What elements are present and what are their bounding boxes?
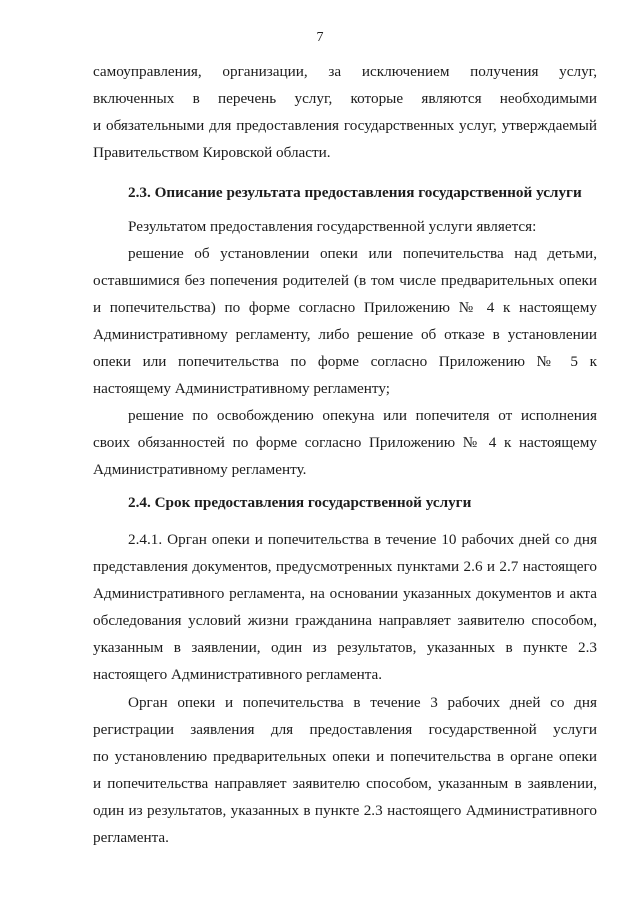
text-line: и попечительства) по форме согласно Приложению № 4 к настоящему — [93, 299, 597, 316]
text-line: 2.4.1. Орган опеки и попечительства в течение 10 рабочих дней со дня — [128, 531, 597, 548]
text-line: Административному регламенту, либо решение об отказе в установлении — [93, 326, 597, 343]
text-line: обследования условий жизни гражданина направляет заявителю способом, — [93, 612, 597, 629]
text-line: Административному регламенту. — [93, 461, 307, 478]
text-line: включенных в перечень услуг, которые являются необходимыми — [93, 90, 597, 107]
text-line: оставшимися без попечения родителей (в том числе предварительных опеки — [93, 272, 597, 289]
text-line: самоуправления, организации, за исключением получения услуг, — [93, 63, 597, 80]
text-line: своих обязанностей по форме согласно Приложению № 4 к настоящему — [93, 434, 597, 451]
text-line: Результатом предоставления государственной услуги является: — [128, 218, 537, 235]
text-line: и обязательными для предоставления государственных услуг, утверждаемый — [93, 117, 597, 134]
section-heading-2-3: 2.3. Описание результата предоставления государственной услуги — [128, 184, 582, 201]
text-line: по установлению предварительных опеки и попечительства в органе опеки — [93, 748, 597, 765]
text-line: решение по освобождению опекуна или попечителя от исполнения — [128, 407, 597, 424]
text-line: один из результатов, указанных в пункте 2.3 настоящего Административного — [93, 802, 597, 819]
text-line: Орган опеки и попечительства в течение 3 рабочих дней со дня — [128, 694, 597, 711]
text-line: указанным в заявлении, один из результатов, указанных в пункте 2.3 — [93, 639, 597, 656]
section-heading-2-4: 2.4. Срок предоставления государственной услуги — [128, 494, 472, 511]
text-line: Административного регламента, на основании указанных документов и акта — [93, 585, 597, 602]
text-line: настоящего Административного регламента. — [93, 666, 383, 683]
text-line: представления документов, предусмотренных пунктами 2.6 и 2.7 настоящего — [93, 558, 597, 575]
page-number: 7 — [316, 30, 324, 45]
text-line: и попечительства направляет заявителю способом, указанным в заявлении, — [93, 775, 597, 792]
text-line: решение об установлении опеки или попечительства над детьми, — [128, 245, 597, 262]
text-line: Правительством Кировской области. — [93, 144, 331, 161]
text-line: регламента. — [93, 829, 169, 846]
text-line: опеки или попечительства по форме согласно Приложению № 5 к — [93, 353, 597, 370]
text-line: регистрации заявления для предоставления государственной услуги — [93, 721, 597, 738]
text-line: настоящему Административному регламенту; — [93, 380, 390, 397]
